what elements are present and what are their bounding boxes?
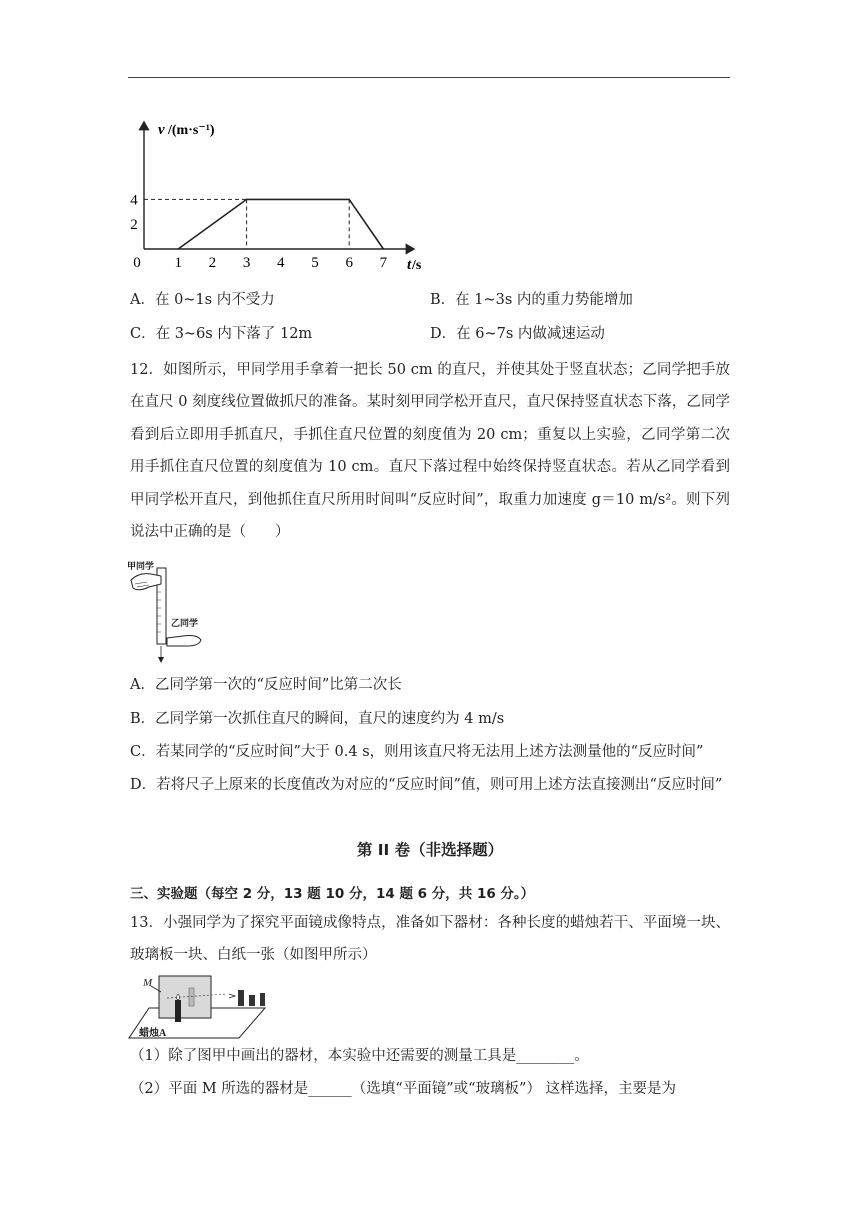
velocity-time-graph bbox=[128, 112, 428, 277]
header-rule bbox=[128, 77, 730, 78]
q13-sub1: （1）除了图甲中画出的器材，本实验中还需要的测量工具是________。 bbox=[130, 1048, 589, 1064]
x-tick-label: 1 bbox=[174, 255, 182, 271]
x-tick-label: 7 bbox=[379, 255, 388, 271]
y-tick-label: 4 bbox=[130, 192, 138, 209]
x-tick-label: 2 bbox=[208, 255, 217, 271]
x-tick-label: 0 bbox=[133, 255, 141, 271]
y-tick-label: 2 bbox=[130, 217, 138, 234]
series-line bbox=[178, 199, 383, 249]
q12-option-c: C．若某同学的“反应时间”大于 0.4 s，则用该直尺将无法用上述方法测量他的“反应时间” bbox=[130, 744, 704, 760]
fig-label-yi: 乙同学 bbox=[171, 618, 199, 628]
q13-stem: 13．小强同学为了探究平面镜成像特点，准备如下器材：各种长度的蜡烛若干、平面境一块、玻璃板一块、白纸一张（如图甲所示） bbox=[130, 915, 730, 964]
hand-bottom-icon bbox=[167, 636, 201, 647]
x-axis-label: t bbox=[407, 257, 412, 273]
x-tick-label: 4 bbox=[277, 255, 285, 271]
y-axis-label: v bbox=[158, 122, 165, 138]
y-axis-unit: /(m·s⁻¹) bbox=[168, 123, 215, 138]
q12-option-a: A．乙同学第一次的“反应时间”比第二次长 bbox=[130, 677, 402, 693]
glass-plate-m bbox=[159, 976, 211, 1018]
x-tick-label: 5 bbox=[311, 255, 319, 271]
mirror-experiment-figure bbox=[127, 970, 272, 1042]
section-title: 第 II 卷（非选择题） bbox=[356, 841, 504, 859]
x-tick-label: 6 bbox=[345, 255, 353, 271]
section3-header: 三、实验题（每空 2 分，13 题 10 分，14 题 6 分，共 16 分。） bbox=[130, 886, 535, 902]
q11-option-a: A．在 0~1s 内不受力 bbox=[130, 292, 275, 308]
spare-candle-1 bbox=[238, 990, 244, 1006]
fig-label-candle-a: 蜡烛A bbox=[139, 1028, 167, 1039]
q11-option-d: D．在 6~7s 内做减速运动 bbox=[430, 326, 605, 342]
fig-label-jia: 甲同学 bbox=[127, 561, 155, 571]
candle-a-icon bbox=[175, 1000, 181, 1022]
q11-option-b: B．在 1~3s 内的重力势能增加 bbox=[430, 292, 633, 308]
q12-stem: 12．如图所示，甲同学用手拿着一把长 50 cm 的直尺，并使其处于竖直状态；乙同学把手放在直尺 0 刻度线位置做抓尺的准备。某时刻甲同学松开直尺，直尺保持竖直状态下落，乙同学看到后立即用手抓直尺，手抓住直尺位置的刻度值为 20 cm；重复以上实验，乙同学第二次用手抓住直尺位置的刻度值为 10 cm。直尺下落过程中始终保持竖直状态。若从乙同学看到甲同学松开直尺，到他抓住直尺所用时间叫“反应时间”，取重力加速度 g＝10 m/s²。则下列说法中正确的是（ ） bbox=[130, 362, 730, 541]
x-axis-unit: /s bbox=[412, 258, 422, 273]
spare-candle-2 bbox=[249, 995, 255, 1006]
q12-option-b: B．乙同学第一次抓住直尺的瞬间，直尺的速度约为 4 m/s bbox=[130, 711, 505, 727]
spare-candle-3 bbox=[260, 993, 265, 1006]
q13-sub2: （2）平面 M 所选的器材是______（选填“平面镜”或“玻璃板”） 这样选择，主要是为 bbox=[130, 1081, 677, 1097]
q12-option-d: D．若将尺子上原来的长度值改为对应的“反应时间”值，则可用上述方法直接测出“反应时间” bbox=[130, 777, 723, 793]
ruler-experiment-figure bbox=[127, 560, 212, 665]
q11-option-c: C．在 3~6s 内下落了 12m bbox=[130, 326, 313, 342]
x-tick-label: 3 bbox=[242, 255, 251, 271]
fig-label-m: M bbox=[143, 977, 153, 989]
